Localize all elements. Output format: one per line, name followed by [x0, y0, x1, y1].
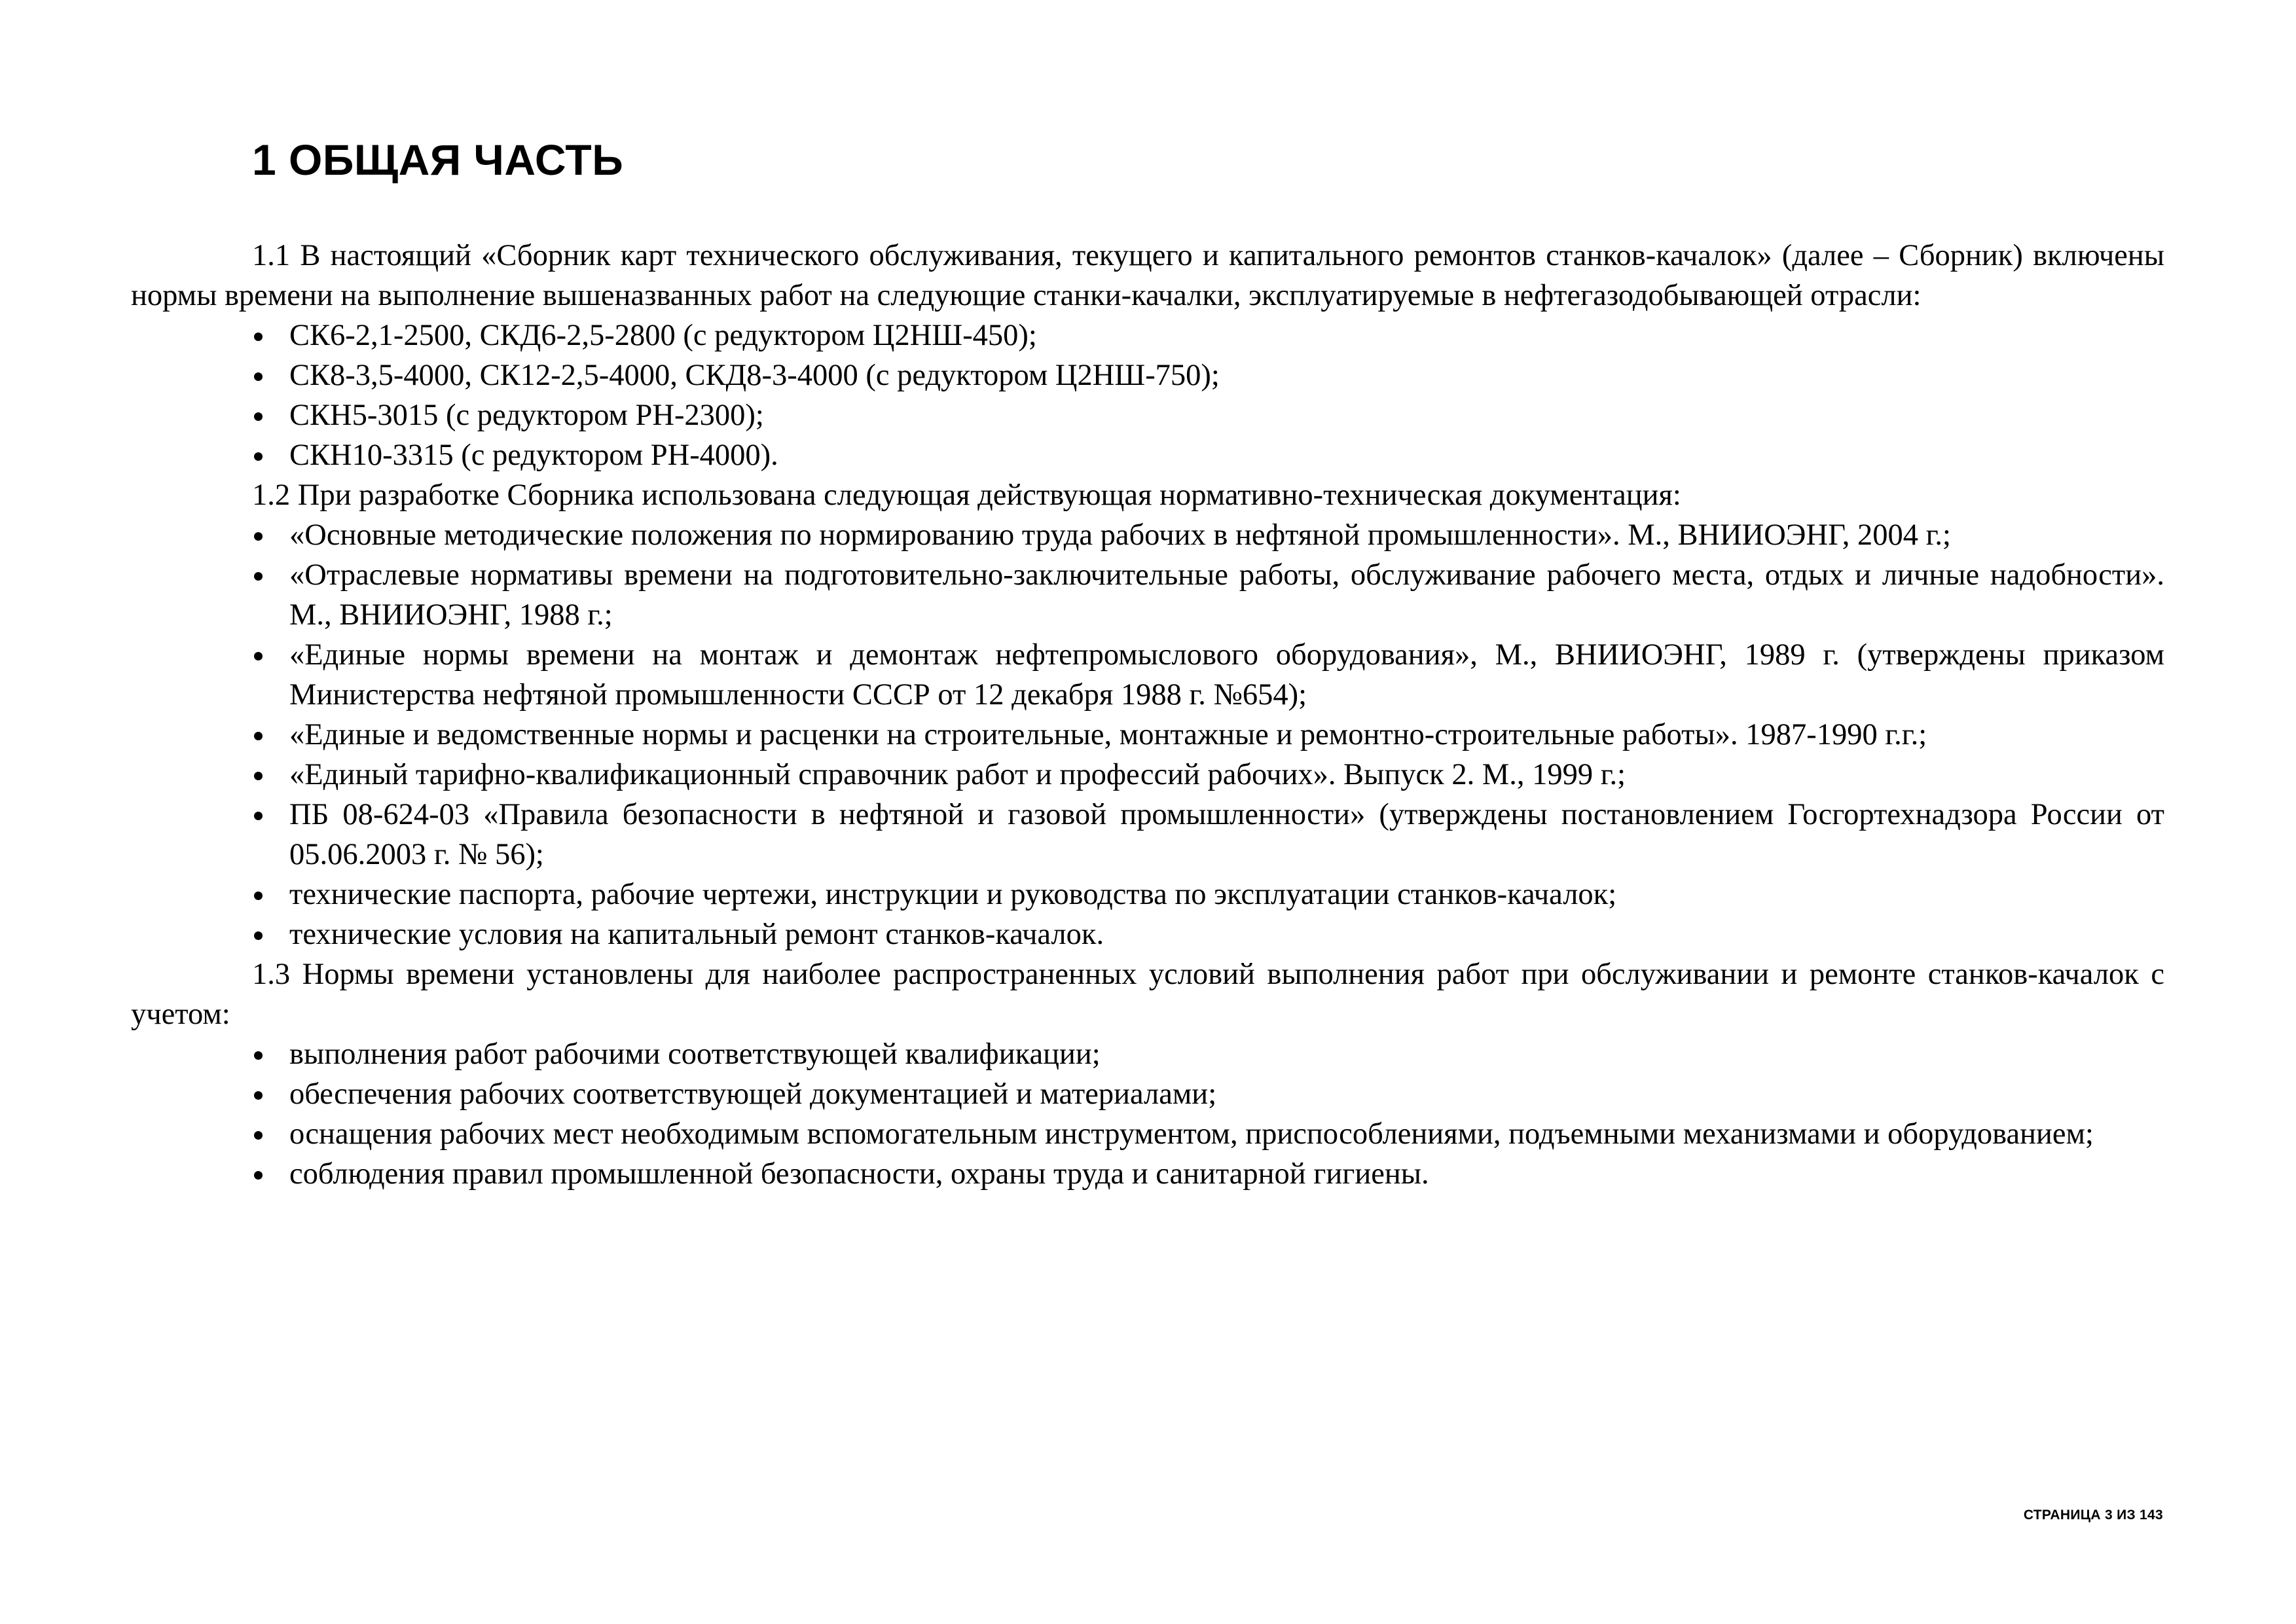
list-item [131, 355, 2164, 395]
bullet-list-1-1 [131, 316, 2164, 475]
bullet-icon [254, 412, 263, 421]
bullet-icon [254, 333, 263, 341]
bullet-icon [254, 1171, 263, 1180]
bullet-icon [254, 1091, 263, 1100]
list-item-text: «Единые и ведомственные нормы и расценки на строительные, монтажные и ремонтно-строительные работы». 1987-1990 г.г.; [289, 718, 1927, 751]
list-item [131, 1114, 2164, 1154]
paragraph-1-3: 1.3 Нормы времени установлены для наиболее распространенных условий выполнения работ при обслуживании и ремонте станков-качалок с учетом: [131, 958, 2164, 1031]
bullet-icon [254, 1051, 263, 1060]
bullet-icon [254, 652, 263, 660]
bullet-list-1-3 [131, 1034, 2164, 1194]
list-item-text: технические паспорта, рабочие чертежи, инструкции и руководства по эксплуатации станков-качалок; [289, 878, 1617, 911]
list-item-text: «Основные методические положения по нормированию труда рабочих в нефтяной промышленности». М., ВНИИОЭНГ, 2004 г.; [289, 518, 1951, 552]
list-item-text: технические условия на капитальный ремонт станков-качалок. [289, 918, 1104, 951]
list-item [131, 515, 2164, 555]
list-item-text: ПБ 08-624-03 «Правила безопасности в нефтяной и газовой промышленности» (утверждены постановлением Госгортехнадзора России от 05.06.2003 г. № 56); [289, 798, 2164, 871]
list-item-text: «Отраслевые нормативы времени на подготовительно-заключительные работы, обслуживание рабочего места, отдых и личные надобности». М., ВНИИОЭНГ, 1988 г.; [289, 558, 2164, 632]
list-item [131, 1154, 2164, 1194]
list-item [131, 875, 2164, 914]
bullet-icon [254, 572, 263, 581]
list-item-text: обеспечения рабочих соответствующей документацией и материалами; [289, 1077, 1217, 1111]
list-item-text: «Единые нормы времени на монтаж и демонтаж нефтепромыслового оборудования», М., ВНИИОЭНГ, 1989 г. (утверждены приказом Министерства нефтяной промышленности СССР от 12 декабря 1988 г. №654); [289, 638, 2164, 712]
list-item [131, 914, 2164, 954]
bullet-icon [254, 372, 263, 381]
list-item [131, 1034, 2164, 1074]
list-item [131, 316, 2164, 355]
bullet-icon [254, 931, 263, 940]
document-body [131, 236, 2164, 1194]
bullet-icon [254, 1131, 263, 1140]
bullet-icon [254, 532, 263, 541]
list-item [131, 635, 2164, 715]
list-item [131, 1074, 2164, 1114]
paragraph-1-2: 1.2 При разработке Сборника использована следующая действующая нормативно-техническая документация: [252, 478, 1681, 512]
list-item-text: СК6-2,1-2500, СКД6-2,5-2800 (с редуктором Ц2НШ-450); [289, 319, 1037, 352]
list-item [131, 395, 2164, 435]
list-item [131, 795, 2164, 875]
list-item-text: выполнения работ рабочими соответствующей квалификации; [289, 1038, 1101, 1071]
list-item [131, 435, 2164, 475]
page-number: СТРАНИЦА 3 ИЗ 143 [2023, 1507, 2163, 1523]
list-item-text: оснащения рабочих мест необходимым вспомогательным инструментом, приспособлениями, подъемными механизмами и оборудованием; [289, 1117, 2094, 1151]
list-item-text: соблюдения правил промышленной безопасности, охраны труда и санитарной гигиены. [289, 1157, 1429, 1191]
bullet-icon [254, 892, 263, 900]
list-item [131, 555, 2164, 635]
bullet-icon [254, 732, 263, 740]
section-heading: 1 ОБЩАЯ ЧАСТЬ [252, 135, 624, 184]
list-item [131, 755, 2164, 795]
bullet-icon [254, 452, 263, 461]
list-item-text: СК8-3,5-4000, СК12-2,5-4000, СКД8-3-4000 (с редуктором Ц2НШ-750); [289, 359, 1220, 392]
list-item [131, 715, 2164, 755]
bullet-icon [254, 812, 263, 820]
bullet-list-1-2 [131, 515, 2164, 954]
list-item-text: «Единый тарифно-квалификационный справочник работ и профессий рабочих». Выпуск 2. М., 1999 г.; [289, 758, 1626, 791]
list-item-text: СКН10-3315 (с редуктором РН-4000). [289, 439, 778, 472]
list-item-text: СКН5-3015 (с редуктором РН-2300); [289, 399, 764, 432]
bullet-icon [254, 772, 263, 780]
paragraph-1-1: 1.1 В настоящий «Сборник карт технического обслуживания, текущего и капитального ремонтов станков-качалок» (далее – Сборник) включены нормы времени на выполнение вышеназванных работ на следующие станки-качалки, эксплуатируемые в нефтегазодобывающей отрасли: [131, 239, 2164, 312]
